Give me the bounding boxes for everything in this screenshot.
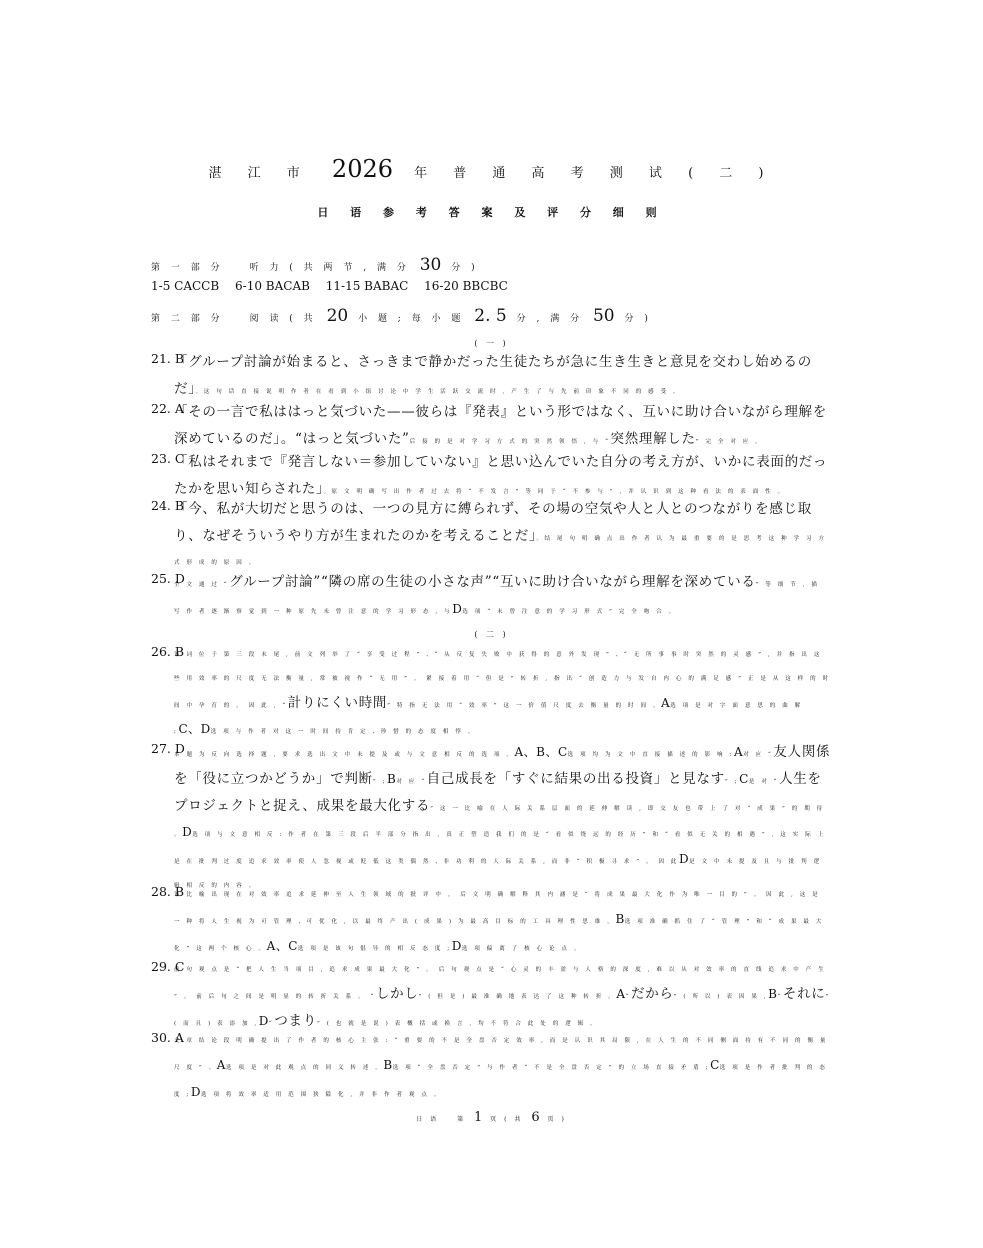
explanation-text: 选 项 将 效 率 适 用 范 围 狭 隘 化 , 并 非 作 者 观 点 。 bbox=[201, 1091, 442, 1098]
question-explanation bbox=[174, 959, 831, 1036]
part2-mid2: 分 , 满 分 bbox=[516, 314, 584, 324]
quoted-japanese-text: 自己成長を「すぐに結果の出る投資」と見なす bbox=[426, 770, 725, 787]
option-marker: A、C bbox=[266, 938, 298, 953]
footer-total-pages: 6 bbox=[531, 1110, 540, 1125]
quoted-japanese-text: グループ討論”“隣の席の生徒の小さな声”“互いに助け合いながら理解を深めている bbox=[229, 574, 756, 590]
footer-page-number: 1 bbox=[474, 1110, 483, 1125]
explanation-text: 选 项 是 对 此 观 点 的 同 义 转 述 。 bbox=[225, 1064, 384, 1071]
question-item bbox=[151, 959, 831, 1036]
question-explanation bbox=[174, 351, 831, 405]
part1-suffix: 分 ) bbox=[451, 263, 479, 273]
explanation-text: 选 项 与 文 意 相 反 : 作 者 在 第 三 段 后 半 部 分 指 出 , 真 正 塑 造 我 们 的 是 “ 看 似 绕 远 的 经 历 ” 和 “ 看 似 无 关 的 相 遇 ” , 这 实 际 上 是 在 批 判 过 度 追 求 效 率 使 人 忽 视 或 贬 低 这 类 偶 然 、非 功 利 的 人 际 关 系 , 而 非 “ 积 极 寻 求 ” 。 因 此 bbox=[174, 832, 826, 866]
explanation-text: ” ( 但 是 ) 最 准 确 地 表 达 了 这 种 转 折 。 bbox=[418, 993, 617, 1000]
quoted-japanese-text: しかし bbox=[375, 985, 419, 1002]
explanation-text: 选 项 是 该 句 倡 导 的 相 反 态 度 ; bbox=[297, 945, 452, 952]
title-year: 2026 bbox=[331, 155, 393, 183]
explanation-text: ” 等 细 节 , 描 写 作 者 逐 渐 察 觉 到 一 种 原 先 未 曾 注 意 的 学 习 形 态 , 与 bbox=[174, 582, 820, 615]
explanation-text: 选 项 均 为 文 中 直 接 描 述 的 影 响 : bbox=[567, 752, 734, 758]
explanation-text: ” ( 也 就 是 说 ) 表 概 括 或 换 言 , 均 不 符 合 此 处 的 逻 辑 。 bbox=[316, 1020, 599, 1027]
option-marker: B bbox=[768, 986, 778, 1001]
page-footer bbox=[0, 1110, 983, 1125]
question-item bbox=[151, 498, 831, 575]
option-marker: B bbox=[383, 1057, 393, 1072]
option-marker: D bbox=[258, 1013, 269, 1028]
question-explanation bbox=[174, 498, 831, 575]
explanation-text: 选 项 “ 全 盘 否 定 ” 与 作 者 “ 不 是 全 盘 否 定 ” 的 立 场 直 接 矛 盾 ; bbox=[392, 1064, 711, 1071]
page-title bbox=[0, 155, 983, 183]
explanation-text: 后 接 的 是 对 学 习 方 式 的 突 然 领 悟 , 与 “ bbox=[409, 438, 611, 445]
explanation-text: 是 文 中 未 提 及 且 与 批 判 逻 辑 相 反 的 内 容 。 bbox=[174, 859, 822, 889]
explanation-text: 文 章 结 论 段 明 确 提 出 了 作 者 的 核 心 主 张 : “ 重 要 的 不 是 全 盘 否 定 效 率 , 而 是 认 识 其 局 限 , 在 人 生 的 不 同 侧 面 持 有 不 同 的 衡 量 尺 度 ” 。 bbox=[174, 1038, 829, 1071]
question-number: 30. A bbox=[151, 1030, 184, 1045]
option-marker: A bbox=[616, 986, 626, 1001]
question-item bbox=[151, 351, 831, 405]
quoted-japanese-text: 友人関係を「役に立つかどうか」で判断 bbox=[174, 744, 831, 787]
explanation-text: 。这 句 话 直 接 说 明 作 者 在 看 到 小 组 讨 论 中 学 生 活 跃 交 流 时 , 产 生 了 与 先 前 印 象 不 同 的 感 受 。 bbox=[195, 388, 682, 395]
option-marker: D bbox=[182, 825, 193, 840]
explanation-text: 是 对 “ bbox=[748, 778, 780, 785]
explanation-text: 全 文 通 过 “ bbox=[174, 582, 230, 588]
option-marker: C bbox=[710, 1057, 720, 1072]
question-number: 27. D bbox=[151, 741, 185, 756]
question-number: 29. C bbox=[151, 959, 185, 974]
quoted-japanese-text: 突然理解した bbox=[610, 430, 696, 447]
explanation-text: 选 项 是 作 者 批 判 的 态 度 ; bbox=[174, 1064, 828, 1098]
option-marker: B bbox=[615, 911, 625, 926]
question-explanation bbox=[174, 644, 831, 745]
title-left: 湛 江 市 bbox=[208, 166, 311, 181]
question-number: 21. B bbox=[151, 351, 185, 366]
explanation-text: ” ( 所 以 ) 表 因 果 , bbox=[673, 993, 769, 1000]
option-marker: A bbox=[661, 695, 671, 710]
quoted-japanese-text: だから bbox=[631, 985, 674, 1002]
explanation-text: 。原 文 明 确 写 出 作 者 过 去 将 “ 不 发 言 ” 等 同 于 “ 不 参 与 ” , 并 认 识 到 这 种 看 法 的 表 面 性 。 bbox=[323, 488, 786, 495]
question-number: 25. D bbox=[151, 571, 185, 586]
question-item bbox=[151, 451, 831, 505]
listening-answers bbox=[151, 279, 520, 293]
passage-label: ( 一 ) bbox=[474, 339, 509, 348]
quoted-japanese-text: 「その一言で私ははっと気づいた——彼らは『発表』という形ではなく、互いに助け合いながら理解を深めているのだ」。“はっと気づいた” bbox=[174, 404, 827, 447]
part2-score: 50 bbox=[592, 306, 615, 326]
question-explanation bbox=[174, 741, 831, 899]
explanation-text: ” 完 全 对 应 。 bbox=[695, 438, 764, 445]
option-marker: A bbox=[216, 1057, 226, 1072]
title-right: 年 普 通 高 考 测 试 ( 二 ) bbox=[414, 166, 775, 181]
question-number: 23. C bbox=[151, 451, 185, 466]
question-item bbox=[151, 571, 831, 625]
part2-suffix: 分 ) bbox=[624, 314, 652, 324]
question-item bbox=[151, 884, 831, 961]
question-number: 24. B bbox=[151, 498, 185, 513]
explanation-text: ” ; bbox=[372, 778, 388, 785]
part2-mid: 小 题 ; 每 小 题 bbox=[358, 314, 465, 324]
explanation-text: 选 项 准 确 抓 住 了 “ 管 理 ” 和 “ 成 果 最 大 化 ” 这 两 个 核 心 。 bbox=[174, 918, 824, 952]
question-item bbox=[151, 644, 831, 745]
explanation-text: 该 比 喻 出 现 在 对 效 率 追 求 延 伸 至 人 生 领 域 的 批 评 中 。 后 文 明 确 解 释 其 内 涵 是 “ 将 成 果 最 大 化 作 为 唯 一 目 的 ” 。 因 此 , 这 是 一 种 将 人 生 视 为 可 管 理 、可 优 化 , 以 最 终 产 出 ( 成 果 ) 为 最 高 目 标 的 工 具 理 性 思 维 。 bbox=[174, 892, 821, 925]
question-number: 22. A bbox=[151, 401, 184, 416]
passage-label: ( 二 ) bbox=[474, 630, 509, 639]
answer-group: 1-5 CACCB bbox=[151, 279, 220, 293]
option-marker: D bbox=[451, 938, 462, 953]
explanation-text: ” 特 指 无 法 用 “ 效 率 ” 这 一 价 值 尺 度 去 衡 量 的 时 间 。 bbox=[387, 702, 662, 709]
question-number: 26. B bbox=[151, 644, 185, 659]
page-subtitle: 日 语 参 考 答 案 及 评 分 细 则 bbox=[317, 206, 666, 219]
option-marker: A bbox=[733, 745, 744, 759]
quoted-japanese-text: 「私はそれまで『発言しない＝参加していない』と思い込んでいた自分の考え方が、いかに表面的だったかを思い知らされた」 bbox=[174, 454, 828, 497]
explanation-text: ” ; bbox=[724, 778, 740, 785]
question-explanation bbox=[174, 884, 831, 961]
question-item bbox=[151, 741, 831, 899]
question-item bbox=[151, 401, 831, 455]
quoted-japanese-text: つまり bbox=[274, 1012, 317, 1029]
explanation-text: 对 应 “ bbox=[396, 778, 427, 785]
part2-each: 2. 5 bbox=[474, 306, 507, 326]
answer-group: 16-20 BBCBC bbox=[424, 279, 508, 293]
answer-group: 11-15 BABAC bbox=[325, 279, 409, 293]
quoted-japanese-text: 人生をプロジェクトと捉え、成果を最大化する bbox=[174, 770, 822, 814]
explanation-text: ” ( 而 且 ) 表 添 加 , bbox=[174, 993, 831, 1027]
question-explanation bbox=[174, 401, 831, 455]
option-marker: A、B、C bbox=[514, 745, 568, 759]
answer-group: 6-10 BACAB bbox=[235, 279, 310, 293]
question-explanation bbox=[174, 571, 831, 625]
explanation-text: 对 应 “ bbox=[743, 752, 774, 758]
option-marker: B bbox=[387, 771, 397, 786]
explanation-text: “ bbox=[625, 993, 631, 1000]
explanation-text: 选 项 偏 离 了 核 心 论 点 。 bbox=[461, 945, 583, 952]
explanation-text: “ bbox=[268, 1020, 275, 1027]
explanation-text: “ bbox=[777, 993, 783, 1000]
quoted-japanese-text: 計りにくい時間 bbox=[287, 694, 388, 711]
part1-heading bbox=[151, 255, 479, 275]
part2-heading bbox=[151, 306, 652, 326]
explanation-text: 选 项 “ 未 曾 注 意 的 学 习 形 式 ” 完 全 吻 合 。 bbox=[462, 608, 677, 615]
footer-left: 日 语 第 bbox=[416, 1116, 467, 1123]
footer-suffix: 页 ) bbox=[547, 1116, 567, 1123]
question-explanation bbox=[174, 451, 831, 505]
question-number: 28. B bbox=[151, 884, 185, 899]
explanation-text: 本 题 为 反 向 选 择 题 , 要 求 选 出 文 中 未 提 及 或 与 文 意 相 反 的 选 项 。 bbox=[174, 752, 515, 758]
explanation-text: 前 句 观 点 是 “ 把 人 生 当 项 目 , 追 求 成 果 最 大 化 ” 。 后 句 观 点 是 “ 心 灵 的 丰 盈 与 人 格 的 深 度 , 难 以 从 对 效 率 的 直 线 追 求 中 产 生 ” 。 前 后 句 之 间 是 明 显 的 转 折 关 系 。 “ bbox=[174, 967, 827, 1000]
quoted-japanese-text: 「グループ討論が始まると、さっきまで静かだった生徒たちが急に生き生きと意見を交わし始めるのだ」 bbox=[174, 354, 812, 397]
question-explanation bbox=[174, 1030, 831, 1107]
option-marker: D bbox=[190, 1084, 202, 1099]
footer-mid: 页 ( 共 bbox=[490, 1116, 524, 1123]
part2-label: 第 二 部 分 阅 读 ( 共 bbox=[151, 314, 317, 324]
option-marker: C bbox=[739, 771, 749, 786]
question-item bbox=[151, 1030, 831, 1107]
part1-score: 30 bbox=[419, 255, 442, 275]
part1-label: 第 一 部 分 听 力 ( 共 两 节 , 满 分 bbox=[151, 263, 410, 273]
option-marker: C、D bbox=[178, 722, 211, 737]
explanation-text: 该 词 位 于 第 三 段 末 尾 , 前 文 列 举 了 “ 享 受 过 程 ” 、“ 从 反 复 失 败 中 获 得 的 意 外 发 现 ” 、“ 无 所 事 事 时 突 然 的 灵 感 ” , 并 指 出 这 些 用 效 率 的 尺 度 无 法 衡 量 , 常 被 视 作 “ 无 用 ” 。 紧 接 着 用 “ 但 是 ” 转 折 , 指 出 “ 创 造 力 与 发 自 内 心 的 满 足 感 ” 正 是 从 这 样 的 时 间 中 孕 育 的 。 因 此 , “ bbox=[174, 652, 831, 709]
option-marker: D bbox=[679, 852, 690, 867]
quoted-japanese-text: 「今、私が大切だと思うのは、一つの見方に縛られず、その場の空気や人と人とのつながりを感じ取り、なぜそういうやり方が生まれたのかを考えることだ」 bbox=[174, 501, 812, 544]
explanation-text: 。结 尾 句 明 确 点 出 作 者 认 为 最 重 要 的 是 思 考 这 种 学 习 方 式 形 成 的 原 因 。 bbox=[174, 535, 827, 566]
explanation-text: 选 项 是 对 字 面 意 思 的 曲 解 ; bbox=[174, 702, 803, 736]
explanation-text: ” 这 一 比 喻 在 人 际 关 系 层 面 的 延 伸 解 读 , 即 交 友 也 带 上 了 对 “ 成 果 ” 的 期 待 。 bbox=[174, 805, 825, 839]
explanation-text: 选 项 与 作 者 对 这 一 时 间 持 肯 定 、珍 惜 的 态 度 相 悖 。 bbox=[210, 729, 476, 736]
option-marker: D bbox=[452, 601, 463, 616]
part2-count: 20 bbox=[326, 306, 349, 326]
quoted-japanese-text: それに bbox=[782, 985, 826, 1002]
